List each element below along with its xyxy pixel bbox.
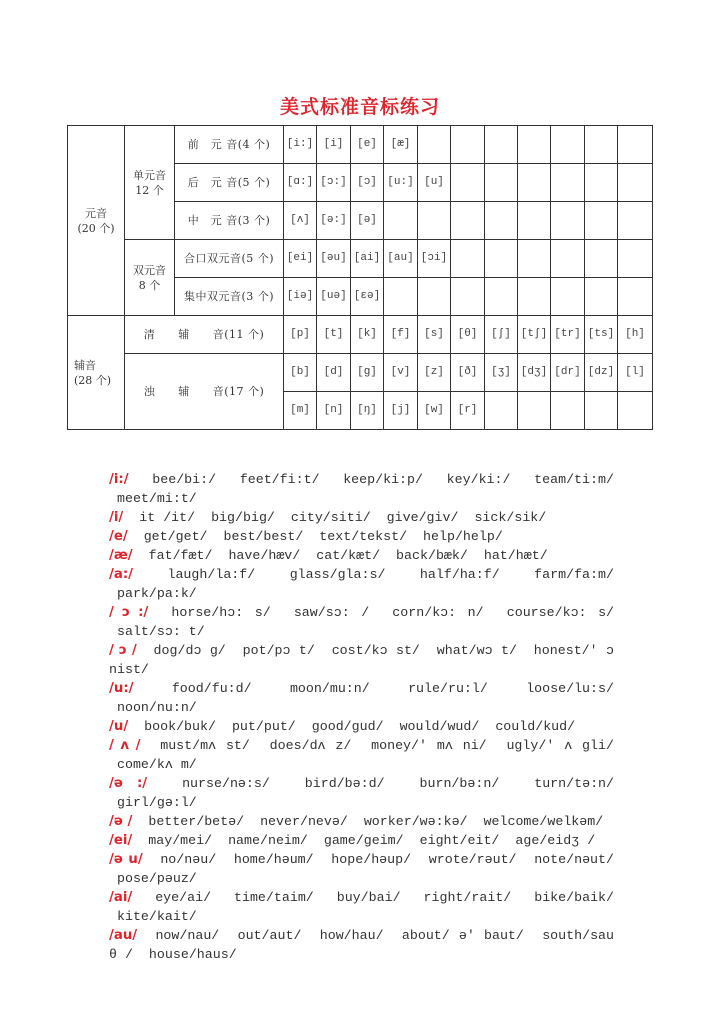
example-word: home/həum/ (233, 852, 314, 867)
phonetic-symbol: [u:] (384, 164, 418, 202)
empty-cell (551, 392, 585, 430)
practice-line (109, 546, 614, 565)
example-word: girl/gə:l/ (116, 795, 197, 810)
row-label: 合口双元音(5 个) (175, 240, 284, 278)
phoneme-label: /æ/ (109, 548, 133, 563)
row-label: 浊 辅 音(17 个) (125, 354, 284, 430)
phonetic-symbol: [æ] (384, 126, 418, 164)
table-row (68, 316, 653, 354)
example-word: keep/ki:p/ (343, 472, 423, 487)
example-word: out/aut/ (237, 928, 302, 943)
empty-cell (451, 240, 485, 278)
example-word: key/ki:/ (446, 472, 511, 487)
example-word: no/nəu/ (160, 852, 217, 867)
example-word: what/wɔ t/ (436, 643, 517, 658)
empty-cell (551, 126, 585, 164)
phonetic-symbol: [t] (317, 316, 351, 354)
empty-cell (451, 278, 485, 316)
example-word: hat/hæt/ (483, 548, 548, 563)
example-word: course/kɔ: s/ (506, 605, 615, 620)
practice-line (109, 736, 614, 774)
example-word: south/sau θ / (109, 928, 615, 962)
practice-line (109, 831, 614, 850)
table-row (68, 354, 653, 392)
phonetic-symbol: [εə] (351, 278, 384, 316)
example-word: wrote/rəut/ (428, 852, 517, 867)
phonetic-symbol: [h] (618, 316, 653, 354)
empty-cell (585, 202, 618, 240)
example-word: name/neim/ (228, 833, 308, 848)
consonants-label: 辅音 (74, 358, 96, 372)
phonetic-symbol: [s] (418, 316, 451, 354)
example-word: big/big/ (211, 510, 275, 525)
phonetic-symbol: [k] (351, 316, 384, 354)
phonetic-symbol: [ʃ] (485, 316, 518, 354)
example-word: fat/fæt/ (148, 548, 213, 563)
phoneme-label: /ə u/ (109, 852, 143, 867)
practice-line (109, 679, 614, 717)
practice-line (109, 717, 614, 736)
example-word: back/bæk/ (396, 548, 468, 563)
example-word: turn/tə:n/ (534, 776, 615, 791)
practice-line (109, 850, 614, 888)
empty-cell (384, 278, 418, 316)
example-word: park/pa:k/ (116, 586, 197, 601)
phonetic-symbol: [tʃ] (518, 316, 551, 354)
phonetic-symbol: [ai] (351, 240, 384, 278)
phoneme-label: / ɔ :/ (109, 605, 149, 620)
empty-cell (485, 126, 518, 164)
example-word: does/dʌ z/ (269, 738, 352, 753)
empty-cell (485, 164, 518, 202)
practice-line (109, 774, 614, 812)
example-word: half/ha:f/ (419, 567, 500, 582)
phonetic-symbol: [n] (317, 392, 351, 430)
example-word: bike/baik/ (534, 890, 615, 905)
phonetic-symbol: [d] (317, 354, 351, 392)
practice-line (109, 926, 614, 964)
empty-cell (485, 202, 518, 240)
example-word: food/fu:d/ (171, 681, 252, 696)
empty-cell (585, 126, 618, 164)
example-word: laugh/la:f/ (167, 567, 256, 582)
empty-cell (518, 278, 551, 316)
example-word: pot/pɔ t/ (242, 643, 315, 658)
diphthongs-cell (125, 240, 175, 316)
phoneme-label: /e/ (109, 529, 128, 544)
phonetic-symbol: [ɔ] (351, 164, 384, 202)
example-word: honest/' ɔ nist/ (109, 643, 615, 677)
phonetic-symbol: [j] (384, 392, 418, 430)
practice-line (109, 508, 614, 527)
phonetic-symbol: [v] (384, 354, 418, 392)
phonetic-symbol: [m] (284, 392, 317, 430)
diphthongs-count: 8 个 (138, 278, 161, 292)
practice-list (109, 470, 614, 964)
diphthongs-label: 双元音 (133, 263, 166, 277)
example-word: note/nəut/ (534, 852, 614, 867)
phoneme-label: /i/ (109, 510, 124, 525)
example-word: welcome/welkəm/ (483, 814, 604, 829)
example-word: better/betə/ (148, 814, 245, 829)
phoneme-label: /ə / (109, 814, 133, 829)
example-word: buy/bai/ (336, 890, 401, 905)
empty-cell (518, 240, 551, 278)
practice-line (109, 470, 614, 508)
example-word: dog/dɔ g/ (153, 643, 226, 658)
phonetic-symbol: [ts] (585, 316, 618, 354)
empty-cell (451, 164, 485, 202)
example-word: would/wud/ (399, 719, 480, 734)
example-word: about/ ə' baut/ (401, 928, 524, 943)
empty-cell (551, 240, 585, 278)
phonetic-symbol: [au] (384, 240, 418, 278)
row-label: 清 辅 音(11 个) (125, 316, 284, 354)
example-word: game/geim/ (323, 833, 404, 848)
empty-cell (418, 126, 451, 164)
phonetic-symbol: [ʌ] (284, 202, 317, 240)
phonetic-symbol: [g] (351, 354, 384, 392)
phonetic-symbol: [ʒ] (485, 354, 518, 392)
example-word: feet/fi:t/ (239, 472, 320, 487)
empty-cell (618, 392, 653, 430)
phonetic-symbol: [u] (418, 164, 451, 202)
practice-line (109, 527, 614, 546)
phoneme-label: /ə :/ (109, 776, 148, 791)
practice-line (109, 565, 614, 603)
phonetic-symbol: [iə] (284, 278, 317, 316)
phonetic-symbol: [b] (284, 354, 317, 392)
example-word: sick/sik/ (474, 510, 547, 525)
example-word: must/mʌ st/ (160, 738, 250, 753)
phonetic-symbol: [dz] (585, 354, 618, 392)
phonetic-chart-table (67, 125, 653, 430)
example-word: pose/pəuz/ (116, 871, 197, 886)
empty-cell (451, 202, 485, 240)
practice-line (109, 888, 614, 926)
example-word: hope/həup/ (331, 852, 412, 867)
example-word: come/kʌ m/ (116, 757, 197, 772)
example-word: cat/kæt/ (316, 548, 381, 563)
empty-cell (418, 202, 451, 240)
phonetic-symbol: [f] (384, 316, 418, 354)
example-word: house/haus/ (148, 947, 237, 962)
phonetic-symbol: [i] (317, 126, 351, 164)
phonetic-symbol: [w] (418, 392, 451, 430)
empty-cell (485, 278, 518, 316)
phonetic-symbol: [p] (284, 316, 317, 354)
empty-cell (618, 278, 653, 316)
example-word: right/rait/ (423, 890, 512, 905)
example-word: it /it/ (139, 510, 196, 525)
phonetic-symbol: [ð] (451, 354, 485, 392)
phonetic-symbol: [dr] (551, 354, 585, 392)
row-label: 前 元 音(4 个) (175, 126, 284, 164)
phonetic-symbol: [e] (351, 126, 384, 164)
phonetic-symbol: [ɔ:] (317, 164, 351, 202)
vowels-count: (20 个) (77, 221, 115, 235)
consonants-category-cell (68, 316, 125, 430)
example-word: best/best/ (223, 529, 304, 544)
example-word: good/gud/ (311, 719, 384, 734)
example-word: eight/eit/ (419, 833, 500, 848)
example-word: horse/hɔ: s/ (171, 605, 271, 620)
phonetic-symbol: [ə] (351, 202, 384, 240)
phonetic-symbol: [əu] (317, 240, 351, 278)
empty-cell (485, 392, 518, 430)
monophthongs-label: 单元音 (133, 168, 166, 182)
phonetic-symbol: [ə:] (317, 202, 351, 240)
consonants-count: (28 个) (74, 373, 112, 387)
example-word: moon/mu:n/ (289, 681, 370, 696)
empty-cell (585, 392, 618, 430)
empty-cell (551, 278, 585, 316)
empty-cell (384, 202, 418, 240)
example-word: cost/kɔ st/ (331, 643, 420, 658)
table-row (68, 240, 653, 278)
example-word: ugly/' ʌ gli/ (506, 738, 614, 753)
phonetic-symbol: [r] (451, 392, 485, 430)
empty-cell (585, 278, 618, 316)
page-title: 美式标准音标练习 (279, 96, 440, 118)
empty-cell (618, 202, 653, 240)
empty-cell (518, 202, 551, 240)
example-word: meet/mi:t/ (116, 491, 197, 506)
example-word: help/help/ (423, 529, 503, 544)
example-word: have/hæv/ (228, 548, 301, 563)
example-word: book/buk/ (144, 719, 216, 734)
phonetic-symbol: [ŋ] (351, 392, 384, 430)
monophthongs-cell (125, 126, 175, 240)
example-word: loose/lu:s/ (526, 681, 614, 696)
example-word: bird/bə:d/ (304, 776, 385, 791)
vowels-category-cell (68, 126, 125, 316)
example-word: could/kud/ (495, 719, 576, 734)
example-word: time/taim/ (233, 890, 314, 905)
example-word: bee/bi:/ (152, 472, 217, 487)
phoneme-label: / ɔ / (109, 643, 137, 658)
example-word: rule/ru:l/ (408, 681, 488, 696)
monophthongs-count: 12 个 (135, 183, 164, 197)
practice-line (109, 641, 614, 679)
phoneme-label: /u:/ (109, 681, 134, 696)
example-word: farm/fa:m/ (534, 567, 614, 582)
empty-cell (485, 240, 518, 278)
row-label: 集中双元音(3 个) (175, 278, 284, 316)
empty-cell (618, 164, 653, 202)
table-row (68, 126, 653, 164)
phonetic-symbol: [ɑ:] (284, 164, 317, 202)
empty-cell (585, 164, 618, 202)
empty-cell (585, 240, 618, 278)
example-word: worker/wə:kə/ (363, 814, 468, 829)
example-word: kite/kait/ (116, 909, 197, 924)
example-word: saw/sɔ: / (293, 605, 370, 620)
example-word: how/hau/ (319, 928, 384, 943)
example-word: never/nevə/ (260, 814, 348, 829)
example-word: team/ti:m/ (534, 472, 614, 487)
phonetic-symbol: [dʒ] (518, 354, 551, 392)
phonetic-symbol: [z] (418, 354, 451, 392)
example-word: money/' mʌ ni/ (371, 738, 487, 753)
example-word: may/mei/ (148, 833, 213, 848)
example-word: now/nau/ (155, 928, 220, 943)
phonetic-symbol: [uə] (317, 278, 351, 316)
phoneme-label: / ʌ / (109, 738, 141, 753)
empty-cell (551, 164, 585, 202)
empty-cell (518, 392, 551, 430)
phoneme-label: /i:/ (109, 472, 129, 487)
vowels-label: 元音 (85, 206, 107, 220)
example-word: text/tekst/ (319, 529, 408, 544)
example-word: age/eidʒ / (515, 833, 596, 848)
practice-line (109, 812, 614, 831)
phoneme-label: /a:/ (109, 567, 134, 582)
example-word: corn/kɔ: n/ (392, 605, 484, 620)
example-word: put/put/ (231, 719, 296, 734)
example-word: give/giv/ (386, 510, 459, 525)
example-word: salt/sɔ: t/ (116, 624, 205, 639)
phonetic-symbol: [ei] (284, 240, 317, 278)
example-word: eye/ai/ (155, 890, 212, 905)
phonetic-symbol: [i:] (284, 126, 317, 164)
phoneme-label: /ei/ (109, 833, 133, 848)
example-word: burn/bə:n/ (419, 776, 500, 791)
empty-cell (451, 126, 485, 164)
example-word: city/siti/ (290, 510, 371, 525)
phoneme-label: /ai/ (109, 890, 133, 905)
empty-cell (618, 126, 653, 164)
row-label: 后 元 音(5 个) (175, 164, 284, 202)
example-word: glass/gla:s/ (289, 567, 386, 582)
empty-cell (618, 240, 653, 278)
example-word: get/get/ (143, 529, 208, 544)
phonetic-symbol: [tr] (551, 316, 585, 354)
practice-line (109, 603, 614, 641)
empty-cell (551, 202, 585, 240)
row-label: 中 元 音(3 个) (175, 202, 284, 240)
example-word: nurse/nə:s/ (182, 776, 270, 791)
phonetic-symbol: [l] (618, 354, 653, 392)
phoneme-label: /au/ (109, 928, 138, 943)
phonetic-symbol: [θ] (451, 316, 485, 354)
empty-cell (418, 278, 451, 316)
example-word: noon/nu:n/ (116, 700, 197, 715)
empty-cell (518, 126, 551, 164)
empty-cell (518, 164, 551, 202)
phoneme-label: /u/ (109, 719, 129, 734)
phonetic-symbol: [ɔi] (418, 240, 451, 278)
